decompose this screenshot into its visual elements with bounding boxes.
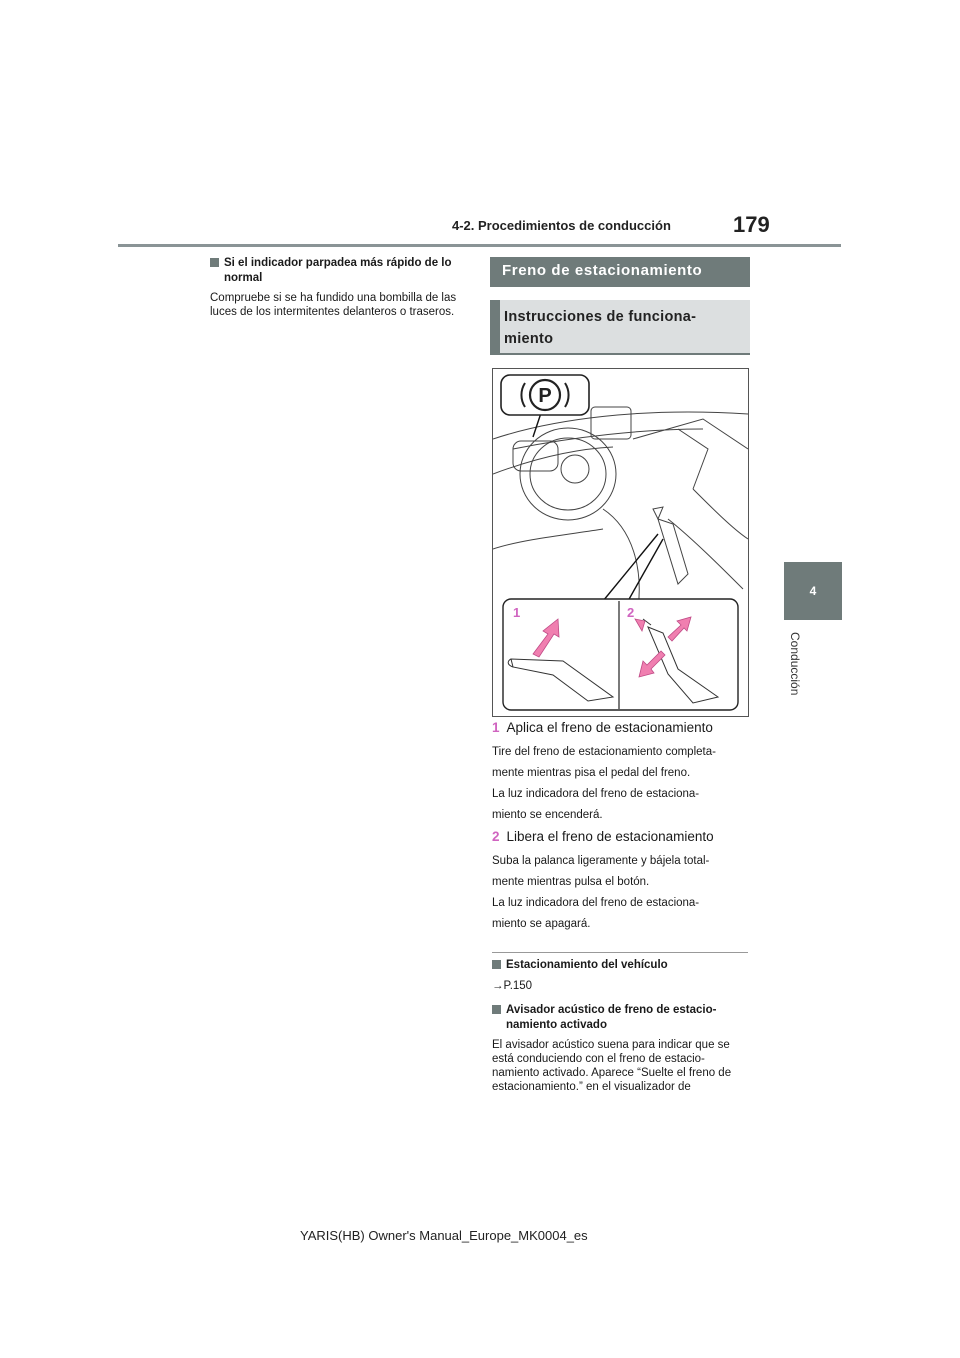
step-2-line: La luz indicadora del freno de estaciona-	[492, 897, 700, 909]
note-2-title: Avisador acústico de freno de estacio-namiento activado	[506, 1004, 717, 1031]
step-1-number: 1	[492, 720, 500, 735]
section-title: Freno de estacionamiento	[490, 257, 750, 287]
chapter-label-text: Conducción	[788, 632, 802, 696]
seat-line	[668, 519, 743, 589]
step-2-number: 2	[492, 829, 500, 844]
step-1-line: La luz indicadora del freno de estaciona-	[492, 788, 700, 800]
notes-separator	[492, 952, 748, 953]
floor-line	[493, 529, 603, 549]
windshield-line	[633, 419, 748, 449]
inset-label-2: 2	[627, 605, 635, 620]
chapter-label	[786, 632, 806, 712]
steering-hub	[561, 455, 589, 483]
steering-wheel-inner	[530, 438, 606, 510]
step-1-heading	[492, 720, 752, 735]
door-line	[693, 489, 748, 539]
step-2-body	[492, 851, 752, 935]
header-rule	[118, 244, 841, 247]
page-number: 179	[733, 212, 770, 237]
left-column	[210, 256, 468, 319]
steering-wheel	[520, 428, 616, 520]
subsection-title	[490, 300, 750, 354]
step-1-title: Aplica el freno de estacionamiento	[506, 720, 713, 735]
parking-brake-illustration	[492, 368, 749, 717]
bullet-paragraph: Compruebe si se ha fundido una bombilla de las luces de los intermitentes delanteros o traseros.	[210, 292, 457, 318]
section-header: 4-2. Procedimientos de conducción	[452, 218, 671, 233]
lever-tip	[653, 507, 663, 519]
dashboard-line	[493, 412, 748, 439]
note-1-title: Estacionamiento del vehículo	[506, 959, 668, 971]
subsection-title-line1: Instrucciones de funciona-	[504, 309, 697, 325]
step-2-title: Libera el freno de estacionamiento	[506, 829, 714, 844]
square-bullet-icon	[492, 1005, 501, 1014]
note-1-reference: →P.150	[492, 980, 533, 992]
bullet-heading	[210, 256, 468, 286]
step-1-line: mente mientras pisa el pedal del freno.	[492, 767, 691, 779]
parking-lever	[658, 519, 688, 584]
step-1-line: miento se encenderá.	[492, 809, 603, 821]
callout-line	[533, 413, 541, 437]
note-2-heading	[492, 1003, 750, 1033]
square-bullet-icon	[492, 960, 501, 969]
notes-section	[492, 958, 750, 1094]
vent-shape	[678, 429, 708, 489]
subsection-rule	[490, 353, 750, 355]
illustration-svg	[493, 369, 748, 716]
step-2-line: miento se apagará.	[492, 918, 591, 930]
footer-text: YARIS(HB) Owner's Manual_Europe_MK0004_es	[300, 1228, 588, 1243]
step-2-line: Suba la palanca ligeramente y bájela total-	[492, 855, 710, 867]
chapter-tab: 4	[784, 562, 842, 620]
step-1-line: Tire del freno de estacionamiento completa-	[492, 746, 716, 758]
square-bullet-icon	[210, 258, 219, 267]
bullet-heading-text: Si el indicador parpadea más rápido de lo normal	[224, 257, 452, 284]
note-2-paragraph: El avisador acústico suena para indicar que se está conduciendo con el freno de estacio-namiento activado. Aparece “Suelte el freno de estacionamiento.” en el visualizador de	[492, 1039, 732, 1093]
step-2-heading	[492, 829, 752, 844]
p-badge-letter: P	[538, 385, 552, 407]
inset-label-1: 1	[513, 605, 521, 620]
subsection-title-line2: miento	[504, 331, 554, 347]
step-2-line: mente mientras pulsa el botón.	[492, 876, 650, 888]
step-1-body	[492, 742, 752, 826]
note-1-heading	[492, 958, 750, 973]
